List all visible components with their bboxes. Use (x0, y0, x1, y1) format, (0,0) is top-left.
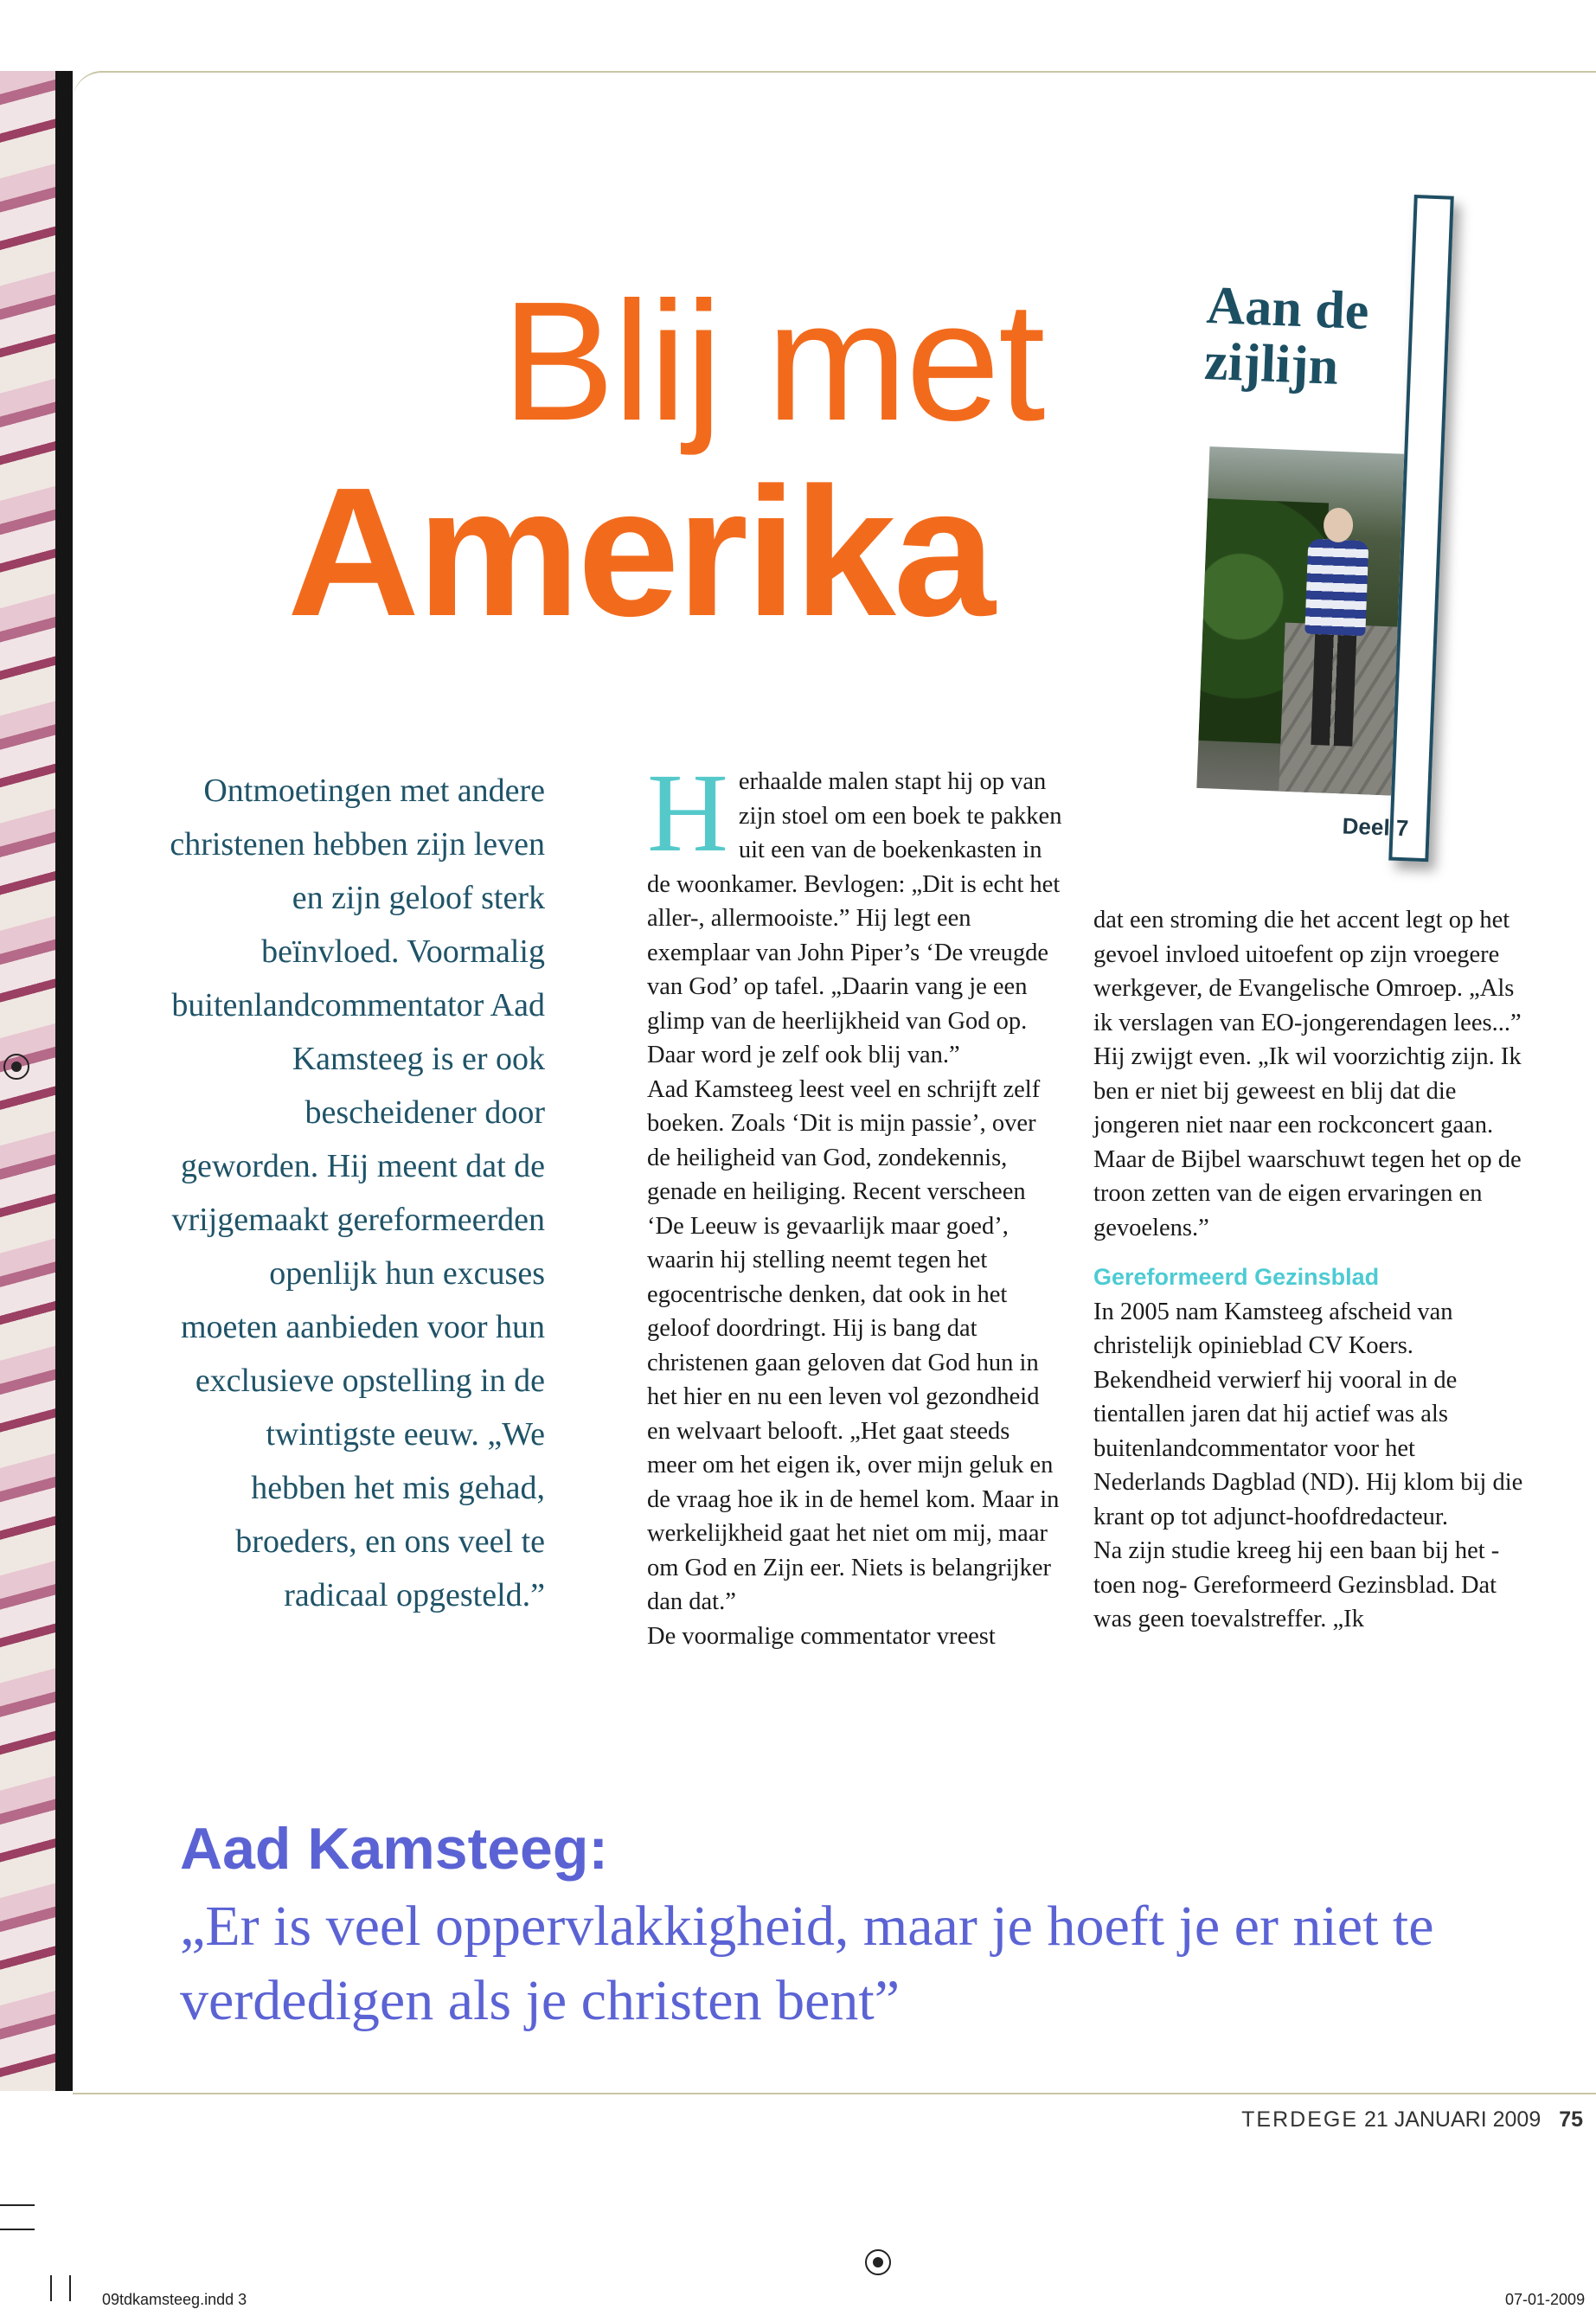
page-number: 75 (1559, 2107, 1583, 2132)
drop-cap: H (647, 751, 728, 875)
crop-mark (0, 2229, 35, 2230)
photo-person-head (1323, 507, 1354, 542)
slug-date: 07-01-2009 (1505, 2291, 1586, 2308)
registration-mark-icon (865, 2249, 891, 2275)
crop-mark (69, 2275, 71, 2301)
card-heading-line1: Aan de (1205, 275, 1370, 342)
pull-quote-text: „Er is veel oppervlakkigheid, maar je hoeft je er niet te verdedigen als je christen bent” (180, 1895, 1434, 2032)
body-column-3 (1093, 903, 1526, 1637)
paragraph: erhaalde malen stapt hij op van zijn stoel om een boek te pakken uit een van de boekenkasten in de woonkamer. Bevlogen: „Dit is echt het aller-, allermooiste.” Hij legt een exemplaar van John Piper’s ‘De vreugde van God’ op tafel. „Daarin vang je een glimp van de heerlijkheid van God op. Daar word je zelf ook blij van.” (647, 768, 1062, 1068)
sidebar-card (1185, 187, 1478, 863)
paragraph: Na zijn studie kreeg hij een baan bij het -toen nog- Gereformeerd Gezinsblad. Dat was geen toevalstreffer. „Ik (1093, 1537, 1500, 1632)
registration-mark-icon (3, 1054, 29, 1080)
paragraph: In 2005 nam Kamsteeg afscheid van christelijk opinieblad CV Koers. Bekendheid verwierf hij vooral in de tientallen jaren dat hij actief was als buitenlandcommentator voor het Nederlands Dagblad (ND). Hij klom bij die krant op tot adjunct-hoofdredacteur. (1093, 1298, 1523, 1530)
headline-line1: Blij met (502, 266, 1044, 456)
intro-text: Ontmoetingen met andere christenen hebben zijn leven en zijn geloof sterk beïnvloed. Voormalig buitenlandcommentator Aad Kamsteeg is er ook bescheidener door geworden. Hij meent dat de vrijgemaakt gereformeerden openlijk hun excuses moeten aanbieden voor hun exclusieve opstelling in de twintigste eeuw. „We hebben het mis gehad, broeders, en ons veel te radicaal opgesteld.” (170, 773, 545, 1613)
headline-line2: Amerika (287, 449, 993, 654)
paragraph: De voormalige commentator vreest (647, 1622, 996, 1650)
paragraph: Aad Kamsteeg leest veel en schrijft zelf boeken. Zoals ‘Dit is mijn passie’, over de heiligheid van God, zondekennis, genade en heiliging. Recent verscheen ‘De Leeuw is gevaarlijk maar goed’, waarin hij stelling neemt tegen het egocentrische denken, dat ook in het geloof doordringt. Hij is bang dat christenen gaan geloven dat God hun in het hier en nu een leven vol gezondheid en welvaart belooft. „Het gaat steeds meer om het eigen ik, over mijn geluk en de vraag hoe ik in de hemel kom. Maar in werkelijkheid gaat het niet om mij, maar om God en Zijn eer. Niets is belangrijker dan dat.” (647, 1075, 1060, 1615)
portrait-photo (1196, 446, 1404, 795)
page-footer (1125, 2107, 1583, 2133)
paragraph: dat een stroming die het accent legt op het gevoel invloed uitoefent op zijn vroegere werkgever, de Evangelische Omroep. „Als ik verslagen van EO-jongerendagen lees...” Hij zwijgt even. „Ik wil voorzichtig zijn. Ik ben er niet bij geweest en blij dat die jongeren niet naar een rockconcert gaan. Maar de Bijbel waarschuwt tegen het op de troon zetten van de eigen ervaringen en gevoelens.” (1093, 907, 1522, 1241)
pull-quote-name: Aad Kamsteeg: (180, 1816, 609, 1882)
photo-person-legs (1311, 632, 1356, 747)
photo-person-sweater (1304, 539, 1368, 637)
body-column-2 (647, 751, 1062, 1653)
crop-mark (50, 2275, 52, 2301)
side-photo-shadow (55, 71, 73, 2091)
subheading: Gereformeerd Gezinsblad (1093, 1264, 1380, 1290)
card-label: Deel 7 (1342, 812, 1409, 842)
card-heading (1202, 275, 1415, 398)
slug-filename: 09tdkamsteeg.indd 3 (102, 2291, 247, 2308)
card-heading-line2: zijlijn (1202, 331, 1340, 396)
crop-mark (0, 2204, 35, 2206)
issue-date: 21 JANUARI 2009 (1363, 2107, 1542, 2132)
publication-name: TERDEGE (1241, 2107, 1358, 2132)
